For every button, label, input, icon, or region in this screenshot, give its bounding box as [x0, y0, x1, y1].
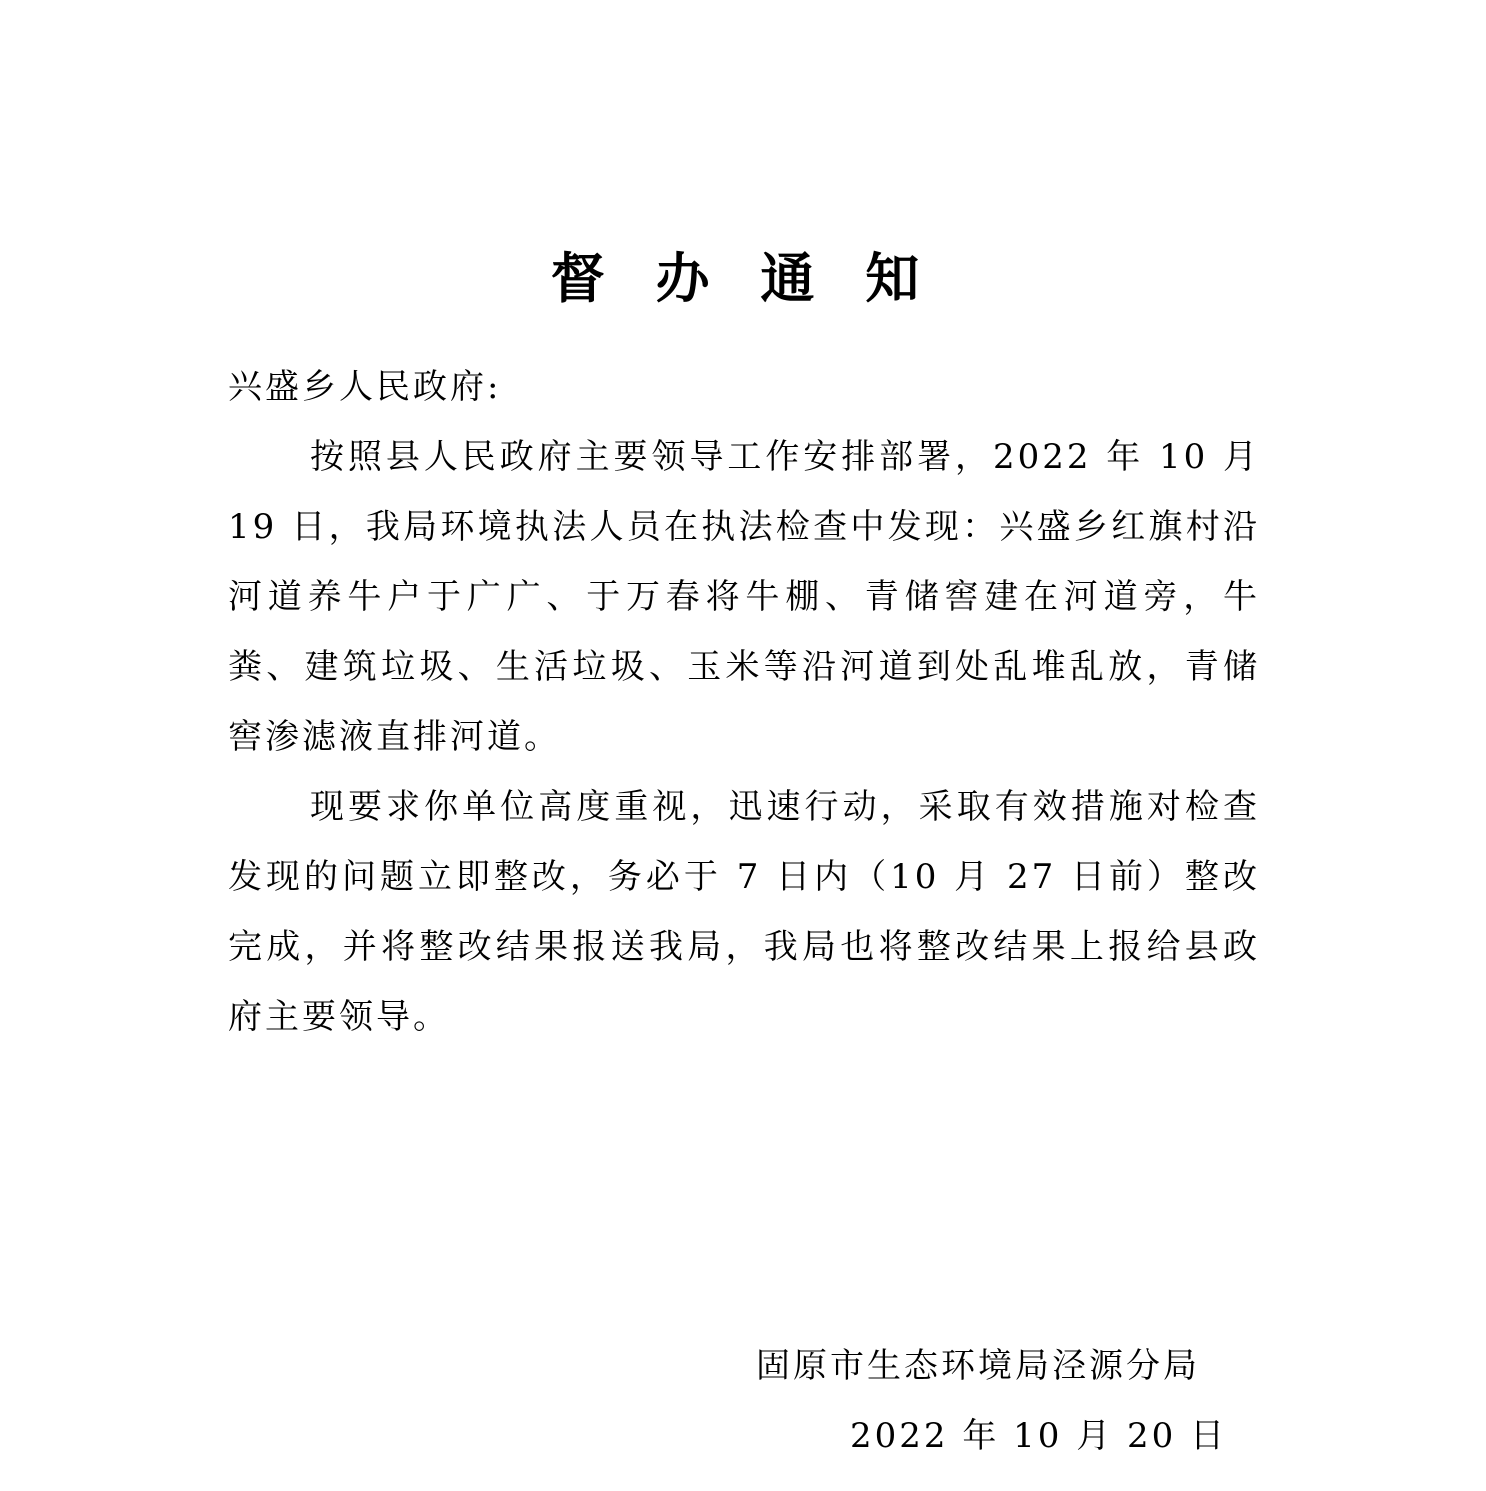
signature-organization: 固原市生态环境局泾源分局 [756, 1346, 1200, 1386]
document-title: 督 办 通 知 [550, 247, 936, 310]
recipient: 兴盛乡人民政府: [228, 367, 502, 407]
signature-date: 2022 年 10 月 20 日 [850, 1416, 1228, 1456]
paragraph-findings: 按照县人民政府主要领导工作安排部署，2022 年 10 月 19 日，我局环境执法人员在执法检查中发现：兴盛乡红旗村沿河道养牛户于广广、于万春将牛棚、青储窖建在河道旁，牛粪、建筑垃圾、生活垃圾、玉米等沿河道到处乱堆乱放，青储窖渗滤液直排河道。 [228, 437, 1260, 757]
paragraph-requirements: 现要求你单位高度重视，迅速行动，采取有效措施对检查发现的问题立即整改，务必于 7 日内（10 月 27 日前）整改完成，并将整改结果报送我局，我局也将整改结果上报给县政府主要领导。 [228, 787, 1260, 1037]
